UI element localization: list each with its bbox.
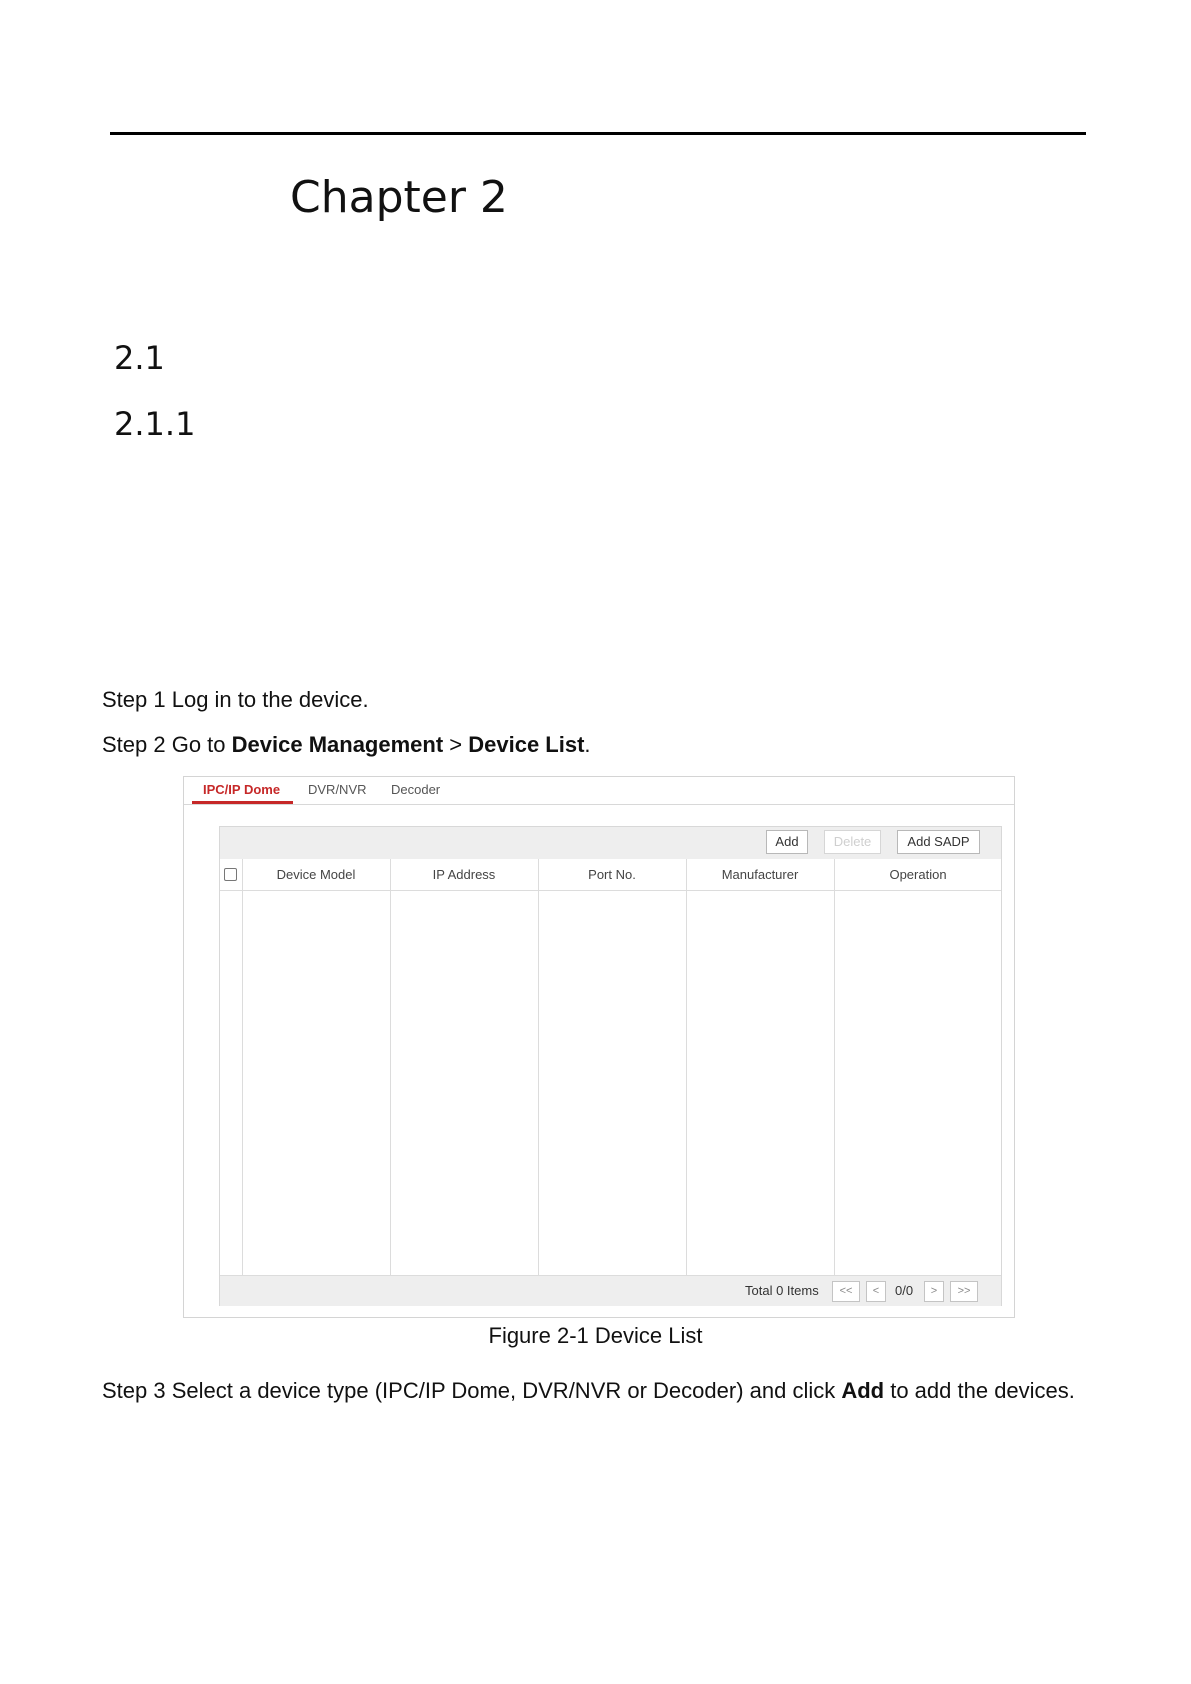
column-device-model: Device Model	[276, 867, 356, 882]
column-ip-address: IP Address	[432, 867, 496, 882]
table-header	[220, 859, 1001, 891]
device-type-tabs	[184, 777, 1014, 805]
column-divider	[242, 859, 243, 1275]
tab-ipc-ip-dome[interactable]: IPC/IP Dome	[203, 782, 281, 797]
column-manufacturer: Manufacturer	[721, 867, 799, 882]
header-rule	[110, 132, 1086, 135]
column-operation: Operation	[889, 867, 947, 882]
chapter-title: Chapter 2	[290, 172, 508, 223]
device-toolbar	[220, 827, 1001, 860]
subsection-number: 2.1.1	[114, 405, 196, 443]
prev-page-button[interactable]: <	[866, 1281, 886, 1302]
step-2-end: .	[584, 732, 591, 757]
step-2	[102, 731, 591, 759]
column-divider	[834, 859, 835, 1275]
column-port-no: Port No.	[588, 867, 636, 882]
step-2-text: Step 2 Go to	[102, 732, 232, 757]
select-all-checkbox[interactable]	[224, 868, 237, 881]
figure-caption: Figure 2-1 Device List	[488, 1323, 703, 1348]
page-indicator: 0/0	[895, 1283, 914, 1298]
step-2-separator: >	[443, 732, 469, 757]
add-button[interactable]: Add	[766, 830, 808, 854]
add-sadp-button[interactable]: Add SADP	[897, 830, 980, 854]
step-3-add: Add	[841, 1378, 885, 1403]
total-items: Total 0 Items	[745, 1283, 819, 1298]
active-tab-underline	[192, 801, 293, 804]
step-2-menu: Device Management	[231, 732, 444, 757]
column-divider	[390, 859, 391, 1275]
step-3-text: Step 3 Select a device type (IPC/IP Dome, DVR/NVR or Decoder) and click	[102, 1378, 842, 1403]
delete-button[interactable]: Delete	[824, 830, 881, 854]
last-page-button[interactable]: >>	[950, 1281, 978, 1302]
tab-dvr-nvr[interactable]: DVR/NVR	[308, 782, 367, 797]
step-3-end: to add the devices.	[884, 1378, 1075, 1403]
pagination-bar	[220, 1275, 1001, 1306]
column-divider	[538, 859, 539, 1275]
first-page-button[interactable]: <<	[832, 1281, 860, 1302]
next-page-button[interactable]: >	[924, 1281, 944, 1302]
device-list-figure	[183, 776, 1015, 1318]
step-3	[102, 1377, 1075, 1405]
section-number: 2.1	[114, 339, 165, 377]
tab-decoder[interactable]: Decoder	[391, 782, 441, 797]
device-list-panel	[219, 826, 1002, 1306]
step-2-submenu: Device List	[468, 732, 585, 757]
column-divider	[686, 859, 687, 1275]
step-1: Step 1 Log in to the device.	[102, 687, 369, 712]
